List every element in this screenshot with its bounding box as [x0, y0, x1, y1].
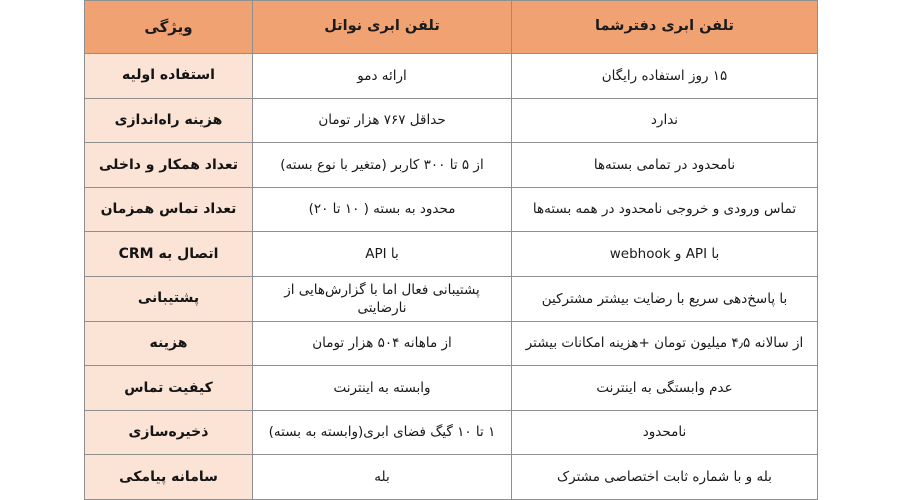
cell-novatel: ۱ تا ۱۰ گیگ فضای ابری(وابسته به بسته) [253, 410, 512, 455]
column-header-daftarshoma: تلفن ابری دفترشما [512, 1, 818, 54]
cell-feature: کیفیت تماس [85, 366, 253, 411]
table-row [85, 232, 818, 277]
cell-novatel: ارائه دمو [253, 54, 512, 99]
cell-novatel: از ماهانه ۵۰۴ هزار تومان [253, 321, 512, 366]
comparison-table-container [85, 0, 818, 500]
cell-novatel: حداقل ۷۶۷ هزار تومان [253, 98, 512, 143]
cell-feature: ذخیره‌سازی [85, 410, 253, 455]
cell-daftarshoma: از سالانه ۴٫۵ میلیون تومان +هزینه امکانات بیشتر [512, 321, 818, 366]
cell-feature: استفاده اولیه [85, 54, 253, 99]
cell-feature: اتصال به CRM [85, 232, 253, 277]
table-header [85, 1, 818, 54]
cell-novatel: با API [253, 232, 512, 277]
cell-feature: سامانه پیامکی [85, 455, 253, 500]
cell-novatel: پشتیبانی فعال اما با گزارش‌هایی از نارضایتی [253, 276, 512, 321]
column-header-feature: ویژگی [85, 1, 253, 54]
table-body [85, 54, 818, 500]
cell-feature: تعداد تماس همزمان [85, 187, 253, 232]
cell-novatel: از ۵ تا ۳۰۰ کاربر (متغیر با نوع بسته) [253, 143, 512, 188]
cell-daftarshoma: با پاسخ‌دهی سریع با رضایت بیشتر مشترکین [512, 276, 818, 321]
table-row [85, 54, 818, 99]
comparison-table [84, 0, 818, 500]
table-row [85, 98, 818, 143]
cell-daftarshoma: بله و با شماره ثابت اختصاصی مشترک [512, 455, 818, 500]
table-row [85, 276, 818, 321]
table-row [85, 366, 818, 411]
cell-daftarshoma: تماس ورودی و خروجی نامحدود در همه بسته‌ها [512, 187, 818, 232]
cell-novatel: بله [253, 455, 512, 500]
cell-daftarshoma: نامحدود در تمامی بسته‌ها [512, 143, 818, 188]
table-row [85, 410, 818, 455]
cell-feature: تعداد همکار و داخلی [85, 143, 253, 188]
cell-daftarshoma: ندارد [512, 98, 818, 143]
cell-feature: پشتیبانی [85, 276, 253, 321]
cell-novatel: محدود به بسته ( ۱۰ تا ۲۰) [253, 187, 512, 232]
cell-daftarshoma: نامحدود [512, 410, 818, 455]
cell-daftarshoma: عدم وابستگی به اینترنت [512, 366, 818, 411]
cell-feature: هزینه [85, 321, 253, 366]
column-header-novatel: تلفن ابری نواتل [253, 1, 512, 54]
cell-daftarshoma: با API و webhook [512, 232, 818, 277]
table-row [85, 321, 818, 366]
cell-feature: هزینه راه‌اندازی [85, 98, 253, 143]
table-header-row [85, 1, 818, 54]
cell-novatel: وابسته به اینترنت [253, 366, 512, 411]
cell-daftarshoma: ۱۵ روز استفاده رایگان [512, 54, 818, 99]
table-row [85, 455, 818, 500]
table-row [85, 143, 818, 188]
table-row [85, 187, 818, 232]
